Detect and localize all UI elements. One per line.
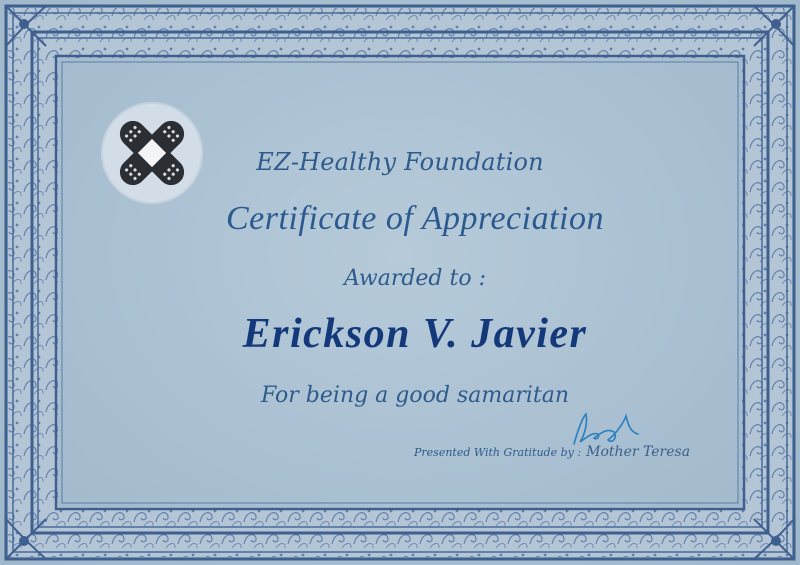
presented-by: [414, 441, 690, 460]
organization-name: EZ-Healthy Foundation: [256, 148, 544, 176]
award-reason: For being a good samaritan: [260, 383, 570, 408]
signer-name: Mother Teresa: [586, 444, 691, 460]
awarded-label: Awarded to :: [343, 266, 487, 291]
presented-label: Presented With Gratitude by :: [414, 446, 582, 459]
recipient-name: Erickson V. Javier: [242, 311, 588, 357]
certificate-title: Certificate of Appreciation: [225, 200, 604, 237]
